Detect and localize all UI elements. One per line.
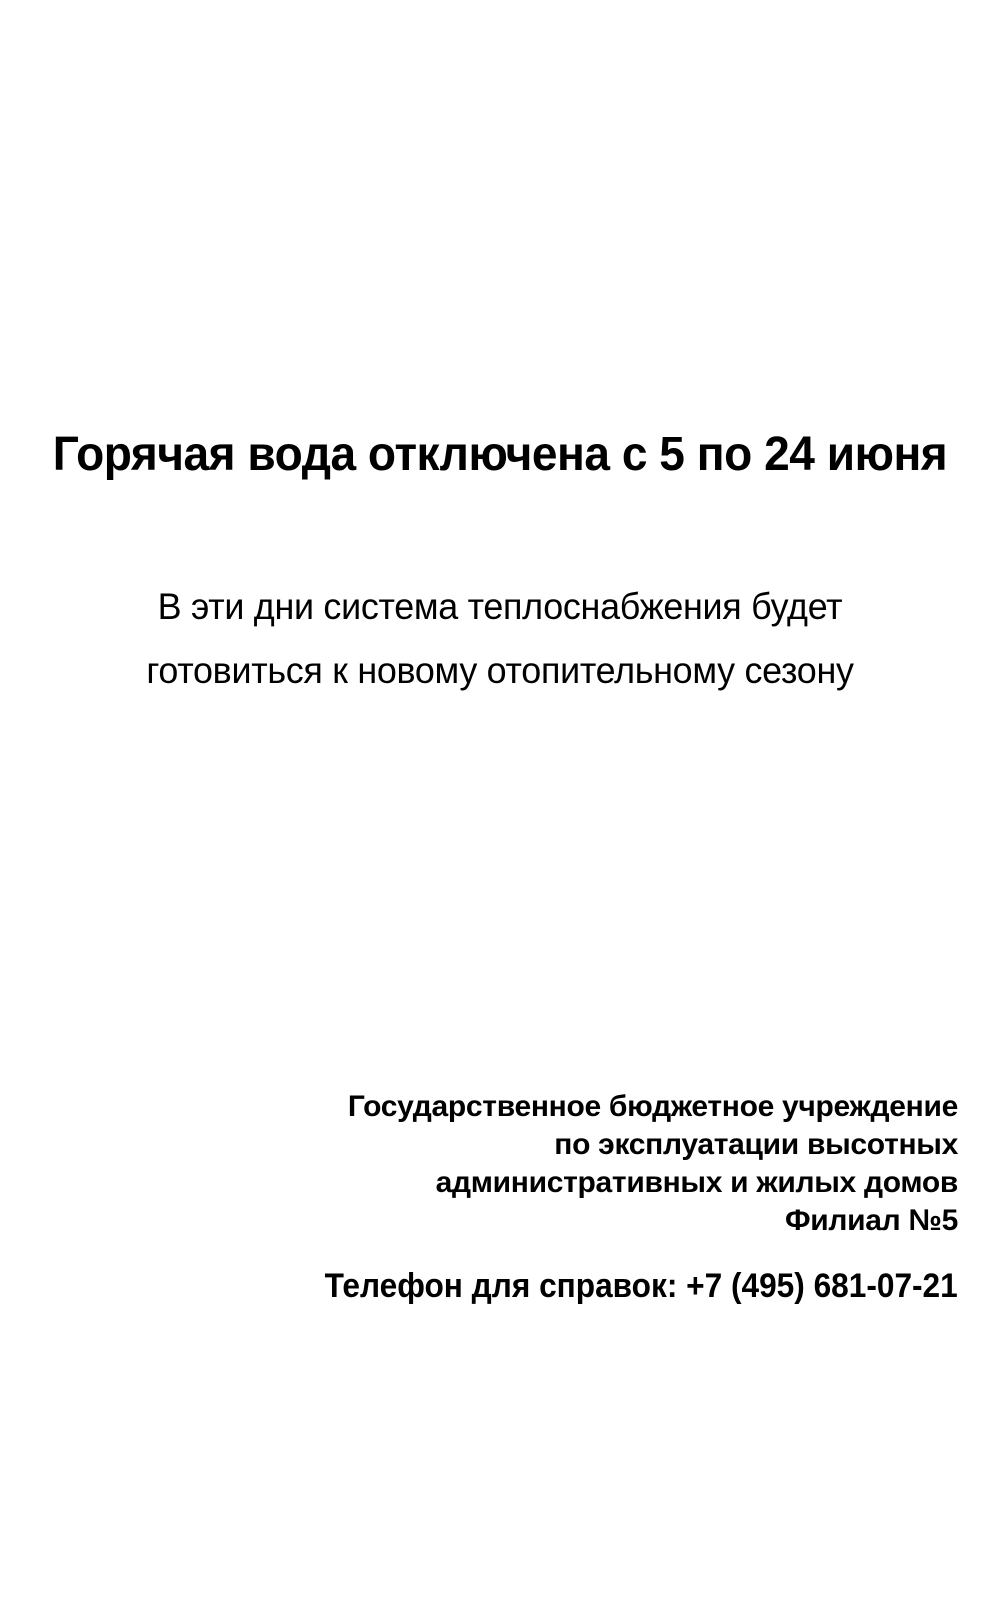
organization-line-3: административных и жилых домов	[435, 1166, 958, 1199]
headline: Горячая вода отключена с 5 по 24 июня	[52, 428, 948, 481]
subtitle-line-2: готовиться к новому отопительному сезону	[146, 650, 854, 691]
organization-line-1: Государственное бюджетное учреждение	[347, 1090, 958, 1123]
phone-line: Телефон для справок: +7 (495) 681-07-21	[324, 1267, 958, 1305]
organization-block	[348, 1088, 958, 1240]
subtitle-line-1: В эти дни система теплоснабжения будет	[157, 586, 843, 627]
organization-line-4: Филиал №5	[784, 1204, 958, 1237]
organization-line-2: по эксплуатации высотных	[554, 1128, 958, 1161]
subtitle	[15, 575, 985, 703]
